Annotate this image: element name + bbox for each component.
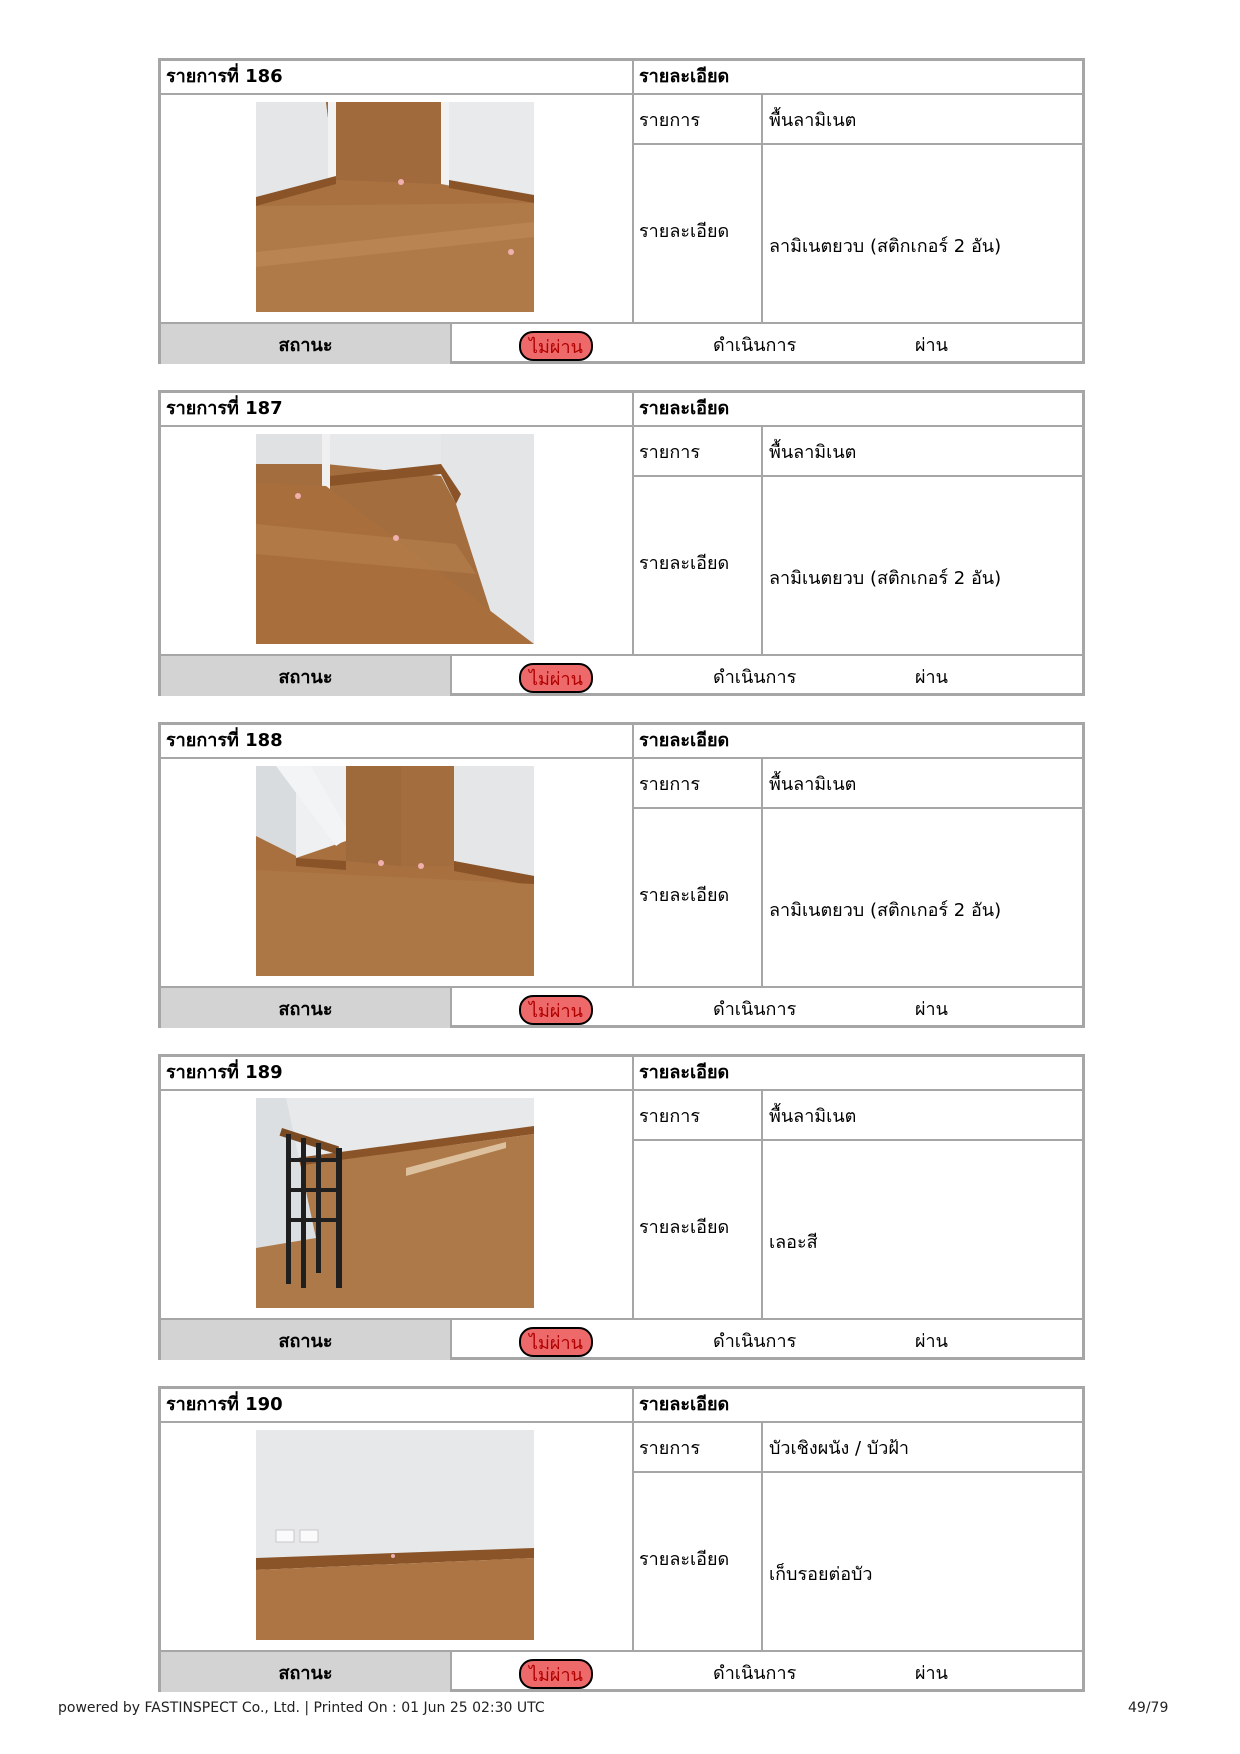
status-option-in-progress[interactable]: ดำเนินการ (713, 998, 797, 1020)
inspection-card-187 (158, 390, 1085, 696)
inspection-card-188 (158, 722, 1085, 1028)
item-value: พื้นลามิเนต (769, 773, 857, 795)
inspection-card-186 (158, 58, 1085, 364)
page-number: 49/79 (1128, 1700, 1169, 1716)
detail-label: รายละเอียด (639, 1216, 730, 1238)
detail-header: รายละเอียด (639, 730, 730, 751)
status-label: สถานะ (161, 324, 450, 364)
detail-header: รายละเอียด (639, 1394, 730, 1415)
inspection-card-190 (158, 1386, 1085, 1692)
item-title: รายการที่ 186 (166, 66, 283, 87)
detail-header: รายละเอียด (639, 398, 730, 419)
item-title: รายการที่ 189 (166, 1062, 283, 1083)
detail-label: รายละเอียด (639, 1548, 730, 1570)
item-value: พื้นลามิเนต (769, 109, 857, 131)
status-option-in-progress[interactable]: ดำเนินการ (713, 1662, 797, 1684)
status-option-in-progress[interactable]: ดำเนินการ (713, 334, 797, 356)
status-option-in-progress[interactable]: ดำเนินการ (713, 1330, 797, 1352)
status-option-in-progress[interactable]: ดำเนินการ (713, 666, 797, 688)
footer-powered-by: powered by FASTINSPECT Co., Ltd. | Printed On : 01 Jun 25 02:30 UTC (58, 1700, 545, 1716)
detail-label: รายละเอียด (639, 552, 730, 574)
detail-value: เลอะสี (769, 1231, 818, 1253)
detail-value: เก็บรอยต่อบัว (769, 1563, 873, 1585)
detail-label: รายละเอียด (639, 220, 730, 242)
detail-header: รายละเอียด (639, 1062, 730, 1083)
detail-value: ลามิเนตยวบ (สติกเกอร์ 2 อัน) (769, 235, 1002, 257)
defect-photo[interactable] (256, 1430, 534, 1640)
defect-photo[interactable] (256, 102, 534, 312)
item-label: รายการ (639, 109, 700, 131)
defect-photo[interactable] (256, 766, 534, 976)
item-title: รายการที่ 187 (166, 398, 283, 419)
detail-header: รายละเอียด (639, 66, 730, 87)
item-value: บัวเชิงผนัง / บัวฝ้า (769, 1437, 910, 1459)
status-label: สถานะ (161, 656, 450, 696)
status-option-pass[interactable]: ผ่าน (915, 666, 948, 688)
status-option-fail[interactable]: ไม่ผ่าน (519, 663, 593, 693)
status-option-pass[interactable]: ผ่าน (915, 998, 948, 1020)
item-title: รายการที่ 188 (166, 730, 283, 751)
item-label: รายการ (639, 1437, 700, 1459)
detail-label: รายละเอียด (639, 884, 730, 906)
item-label: รายการ (639, 441, 700, 463)
status-option-fail[interactable]: ไม่ผ่าน (519, 331, 593, 361)
defect-photo[interactable] (256, 1098, 534, 1308)
detail-value: ลามิเนตยวบ (สติกเกอร์ 2 อัน) (769, 899, 1002, 921)
status-label: สถานะ (161, 1652, 450, 1692)
item-label: รายการ (639, 773, 700, 795)
inspection-card-189 (158, 1054, 1085, 1360)
status-option-fail[interactable]: ไม่ผ่าน (519, 1327, 593, 1357)
status-label: สถานะ (161, 988, 450, 1028)
item-title: รายการที่ 190 (166, 1394, 283, 1415)
status-option-fail[interactable]: ไม่ผ่าน (519, 1659, 593, 1689)
status-option-pass[interactable]: ผ่าน (915, 334, 948, 356)
item-value: พื้นลามิเนต (769, 441, 857, 463)
item-value: พื้นลามิเนต (769, 1105, 857, 1127)
detail-value: ลามิเนตยวบ (สติกเกอร์ 2 อัน) (769, 567, 1002, 589)
status-label: สถานะ (161, 1320, 450, 1360)
status-option-pass[interactable]: ผ่าน (915, 1662, 948, 1684)
status-option-fail[interactable]: ไม่ผ่าน (519, 995, 593, 1025)
status-option-pass[interactable]: ผ่าน (915, 1330, 948, 1352)
defect-photo[interactable] (256, 434, 534, 644)
item-label: รายการ (639, 1105, 700, 1127)
